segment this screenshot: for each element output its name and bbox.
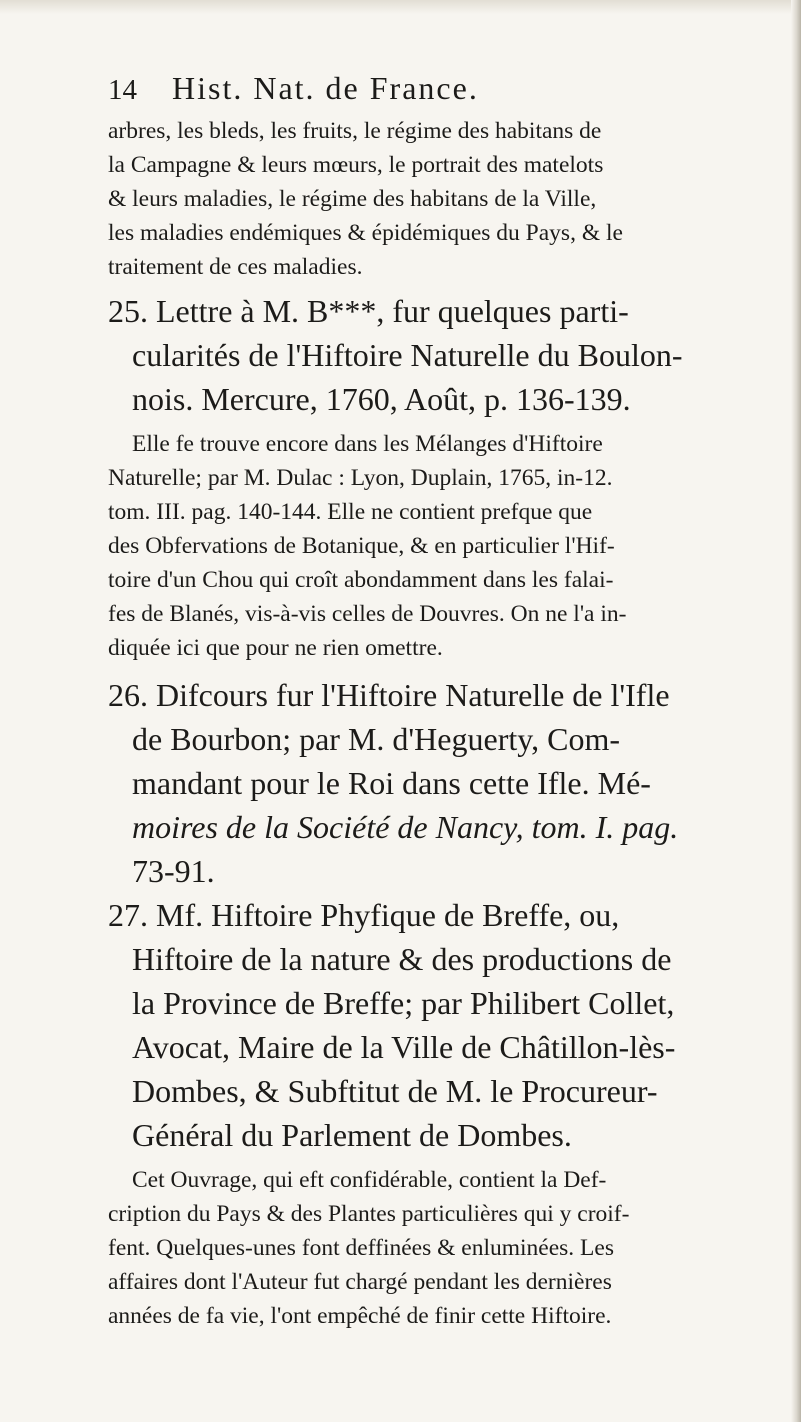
- text-line: diquée ici que pour ne rien omettre.: [108, 635, 443, 661]
- text-line: de Bourbon; par M. d'Heguerty, Com-: [132, 721, 621, 757]
- text-line: affaires dont l'Auteur fut chargé pendant les dernières: [108, 1269, 612, 1295]
- entry-25-heading: 25. Lettre à M. B***, fur quelques parti-: [108, 293, 629, 329]
- text-line: Cet Ouvrage, qui eft confidérable, contient la Def-: [132, 1167, 607, 1193]
- running-title: Hist. Nat. de France.: [172, 70, 479, 106]
- text-line: traitement de ces maladies.: [108, 254, 363, 280]
- text-line: la Province de Breffe; par Philibert Collet,: [132, 985, 675, 1021]
- text-line: tom. III. pag. 140-144. Elle ne contient prefque que: [108, 499, 593, 525]
- text-line: Naturelle; par M. Dulac : Lyon, Duplain, 1765, in-12.: [108, 465, 613, 491]
- text-line: fes de Blanés, vis-à-vis celles de Douvres. On ne l'a in-: [108, 601, 627, 627]
- text-line: Dombes, & Subftitut de M. le Procureur-: [132, 1073, 658, 1109]
- text-line: les maladies endémiques & épidémiques du Pays, & le: [108, 220, 623, 246]
- text-line: fent. Quelques-unes font deffinées & enluminées. Les: [108, 1235, 614, 1261]
- text-line: mandant pour le Roi dans cette Ifle. Mé-: [132, 765, 651, 801]
- text-line: Hiftoire de la nature & des productions de: [132, 941, 672, 977]
- text-line: Général du Parlement de Dombes.: [132, 1117, 572, 1153]
- text-line: cularités de l'Hiftoire Naturelle du Boulon-: [132, 337, 683, 373]
- text-line: Avocat, Maire de la Ville de Châtillon-lès-: [132, 1029, 676, 1065]
- text-line: nois. Mercure, 1760, Août, p. 136-139.: [132, 381, 631, 417]
- text-line: toire d'un Chou qui croît abondamment dans les falai-: [108, 567, 614, 593]
- text-line: cription du Pays & des Plantes particulières qui y croif-: [108, 1201, 630, 1227]
- page-binding-edge: [791, 0, 801, 1422]
- text-line: années de fa vie, l'ont empêché de finir cette Hiftoire.: [108, 1303, 612, 1329]
- entry-27-heading: 27. Mf. Hiftoire Phyfique de Breffe, ou,: [108, 897, 620, 933]
- page-top-shadow: [0, 0, 801, 14]
- text-line: la Campagne & leurs mœurs, le portrait des matelots: [108, 152, 604, 178]
- text-line: & leurs maladies, le régime des habitans de la Ville,: [108, 186, 597, 212]
- text-line: 73-91.: [132, 853, 215, 889]
- entry-26-heading: 26. Difcours fur l'Hiftoire Naturelle de l'Ifle: [108, 677, 670, 713]
- text-line: moires de la Société de Nancy, tom. I. pag.: [132, 809, 679, 845]
- text-line: arbres, les bleds, les fruits, le régime des habitans de: [108, 118, 602, 144]
- text-line: des Obfervations de Botanique, & en particulier l'Hif-: [108, 533, 615, 559]
- page-number: 14: [108, 74, 137, 106]
- text-line: Elle fe trouve encore dans les Mélanges d'Hiftoire: [132, 431, 603, 457]
- running-header: [108, 70, 648, 110]
